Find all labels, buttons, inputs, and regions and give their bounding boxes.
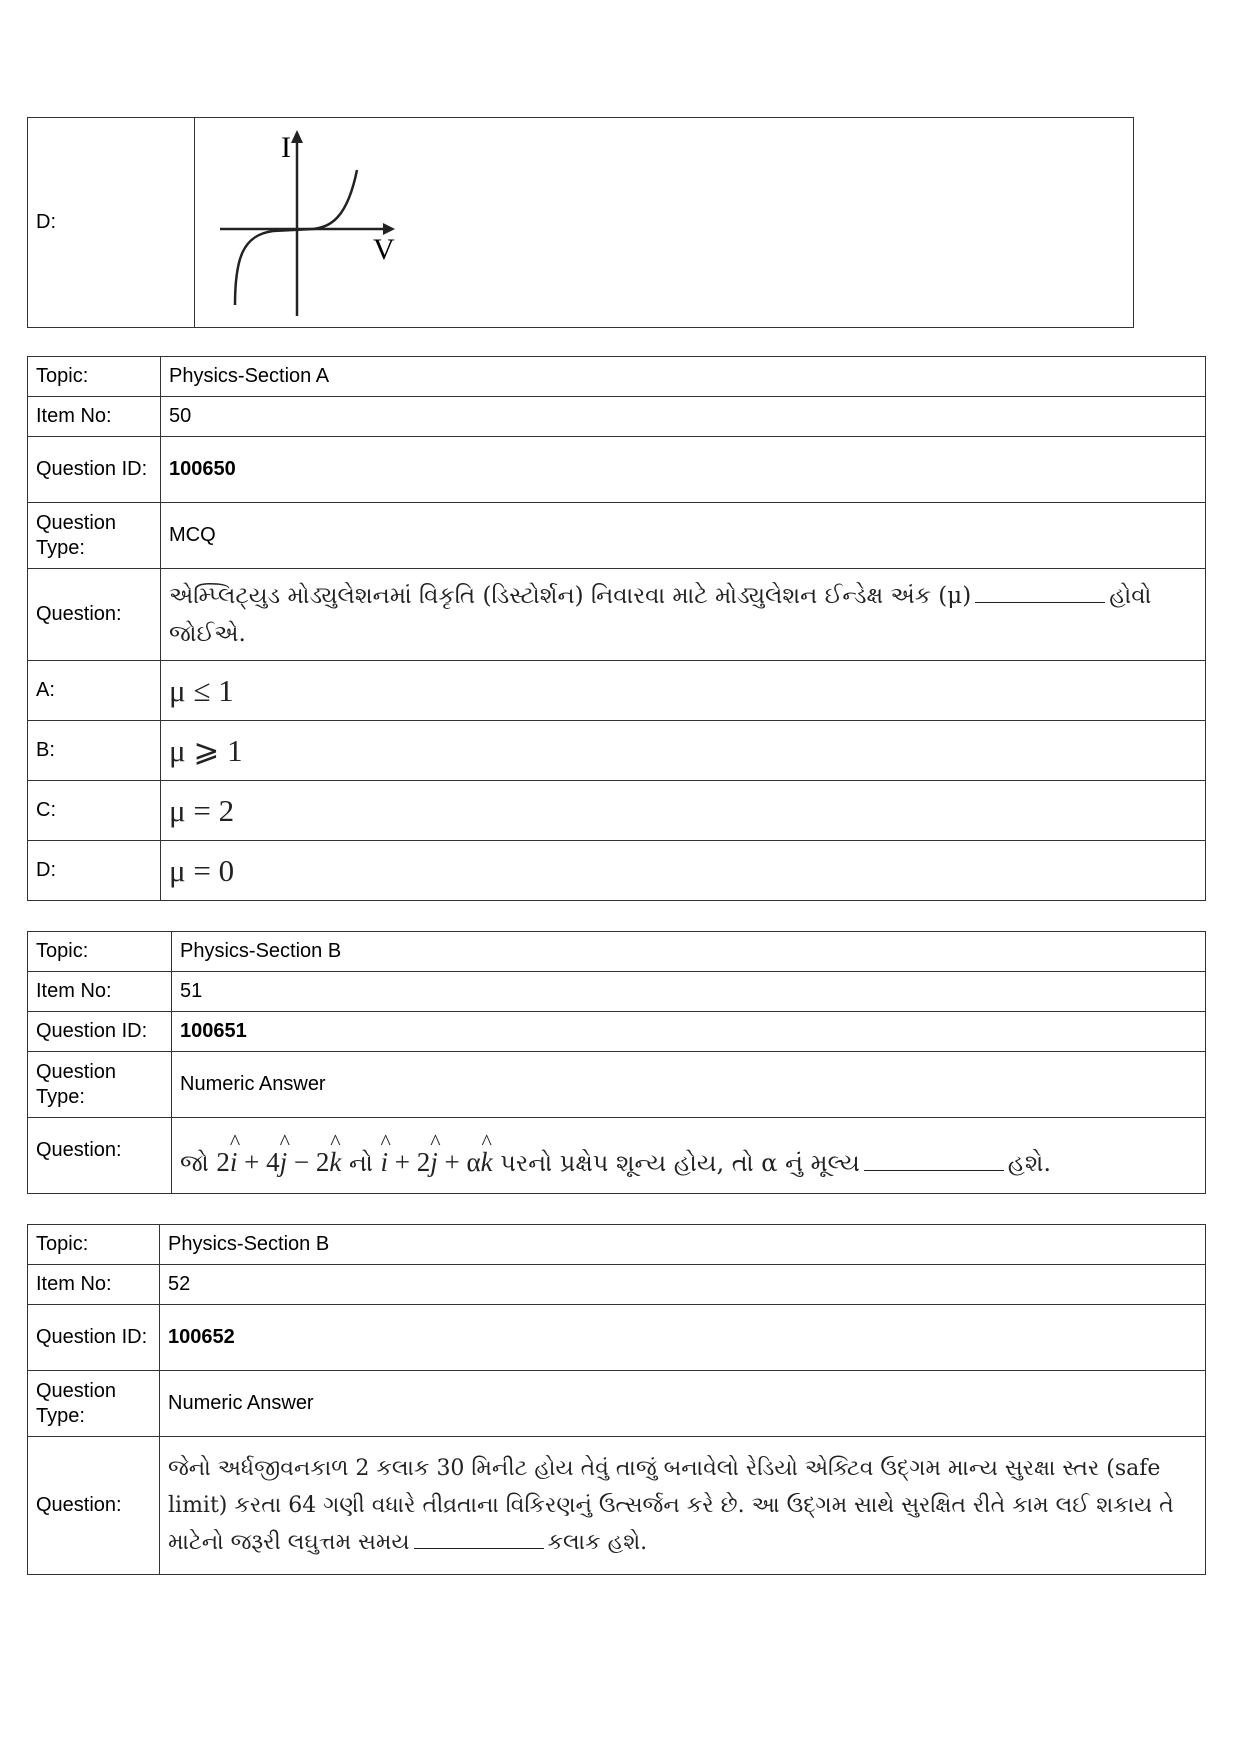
- question-type-label: Question Type:: [28, 1371, 160, 1437]
- option-a-value: μ ≤ 1: [161, 661, 1206, 721]
- question-type-label: Question Type:: [28, 1052, 172, 1118]
- item-no-value: 51: [172, 972, 1206, 1012]
- option-d-label: D:: [28, 841, 161, 901]
- topic-label: Topic:: [28, 932, 172, 972]
- question-type-label: Question Type:: [28, 503, 161, 569]
- question-text: એમ્પ્લિટ્યુડ મોડ્યુલેશનમાં વિકૃતિ (ડિસ્ટોર્શન) નિવારવા માટે મોડ્યુલેશન ઈન્ડેક્ષ અંક (μ) હોવો જોઈએ.: [161, 569, 1206, 661]
- topic-label: Topic:: [28, 357, 161, 397]
- option-b-value: μ ⩾ 1: [161, 721, 1206, 781]
- question-text: જો 2^ i + 4^ j − 2^ k નો ^ i + 2^ j + α^ k પરનો પ્રક્ષેપ શૂન્ય હોય, તો α નું મૂલ્ય હશે.: [172, 1118, 1206, 1194]
- option-label: D:: [28, 118, 195, 328]
- question-label: Question:: [28, 569, 161, 661]
- x-axis-label: V: [373, 232, 395, 266]
- y-axis-label: I: [281, 130, 291, 164]
- question-id-label: Question ID:: [28, 1305, 160, 1371]
- question-label: Question:: [28, 1437, 160, 1575]
- question-52-table: [27, 1224, 1206, 1575]
- question-id-value: 100652: [160, 1305, 1206, 1371]
- question-type-value: MCQ: [161, 503, 1206, 569]
- iv-graph-cell: [195, 118, 1134, 328]
- option-d-value: μ = 0: [161, 841, 1206, 901]
- option-a-label: A:: [28, 661, 161, 721]
- question-type-value: Numeric Answer: [160, 1371, 1206, 1437]
- item-no-label: Item No:: [28, 1265, 160, 1305]
- question-label: Question:: [28, 1118, 172, 1194]
- question-id-value: 100651: [172, 1012, 1206, 1052]
- item-no-label: Item No:: [28, 397, 161, 437]
- question-id-label: Question ID:: [28, 1012, 172, 1052]
- topic-label: Topic:: [28, 1225, 160, 1265]
- question-text: જેનો અર્ધજીવનકાળ 2 કલાક 30 મિનીટ હોય તેવું તાજું બનાવેલો રેડિયો એક્ટિવ ઉદ્‌ગમ માન્ય સુરક્ષા સ્તર (safe limit) કરતા 64 ગણી વધારે તીવ્રતાના વિકિરણનું ઉત્સર્જન કરે છે. આ ઉદ્‌ગમ સાથે સુરક્ષિત રીતે કામ લઈ શકાય તે માટેનો જરૂરી લઘુત્તમ સમય કલાક હશે.: [160, 1437, 1206, 1575]
- question-id-value: 100650: [161, 437, 1206, 503]
- iv-characteristic-graph: [205, 123, 445, 323]
- item-no-label: Item No:: [28, 972, 172, 1012]
- question-type-value: Numeric Answer: [172, 1052, 1206, 1118]
- item-no-value: 52: [160, 1265, 1206, 1305]
- question-id-label: Question ID:: [28, 437, 161, 503]
- option-b-label: B:: [28, 721, 161, 781]
- topic-value: Physics-Section B: [172, 932, 1206, 972]
- option-d-graph-table: [27, 117, 1134, 328]
- option-c-label: C:: [28, 781, 161, 841]
- y-axis-arrow: [291, 130, 303, 143]
- topic-value: Physics-Section B: [160, 1225, 1206, 1265]
- question-51-table: [27, 931, 1206, 1194]
- question-50-table: [27, 356, 1206, 901]
- topic-value: Physics-Section A: [161, 357, 1206, 397]
- item-no-value: 50: [161, 397, 1206, 437]
- option-c-value: μ = 2: [161, 781, 1206, 841]
